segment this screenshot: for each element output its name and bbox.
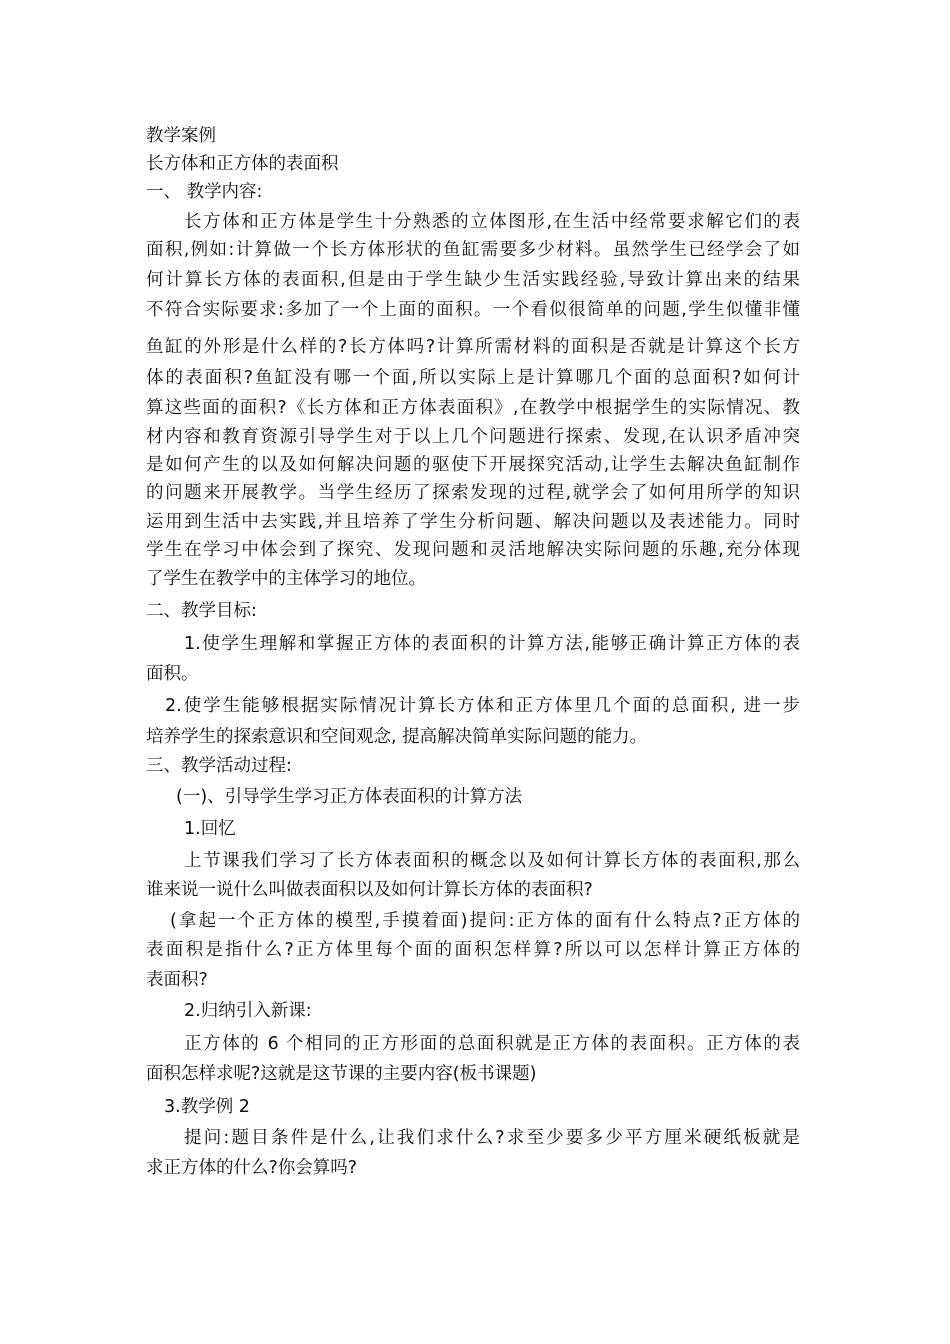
doc-title: 长方体和正方体的表面积 xyxy=(146,154,339,174)
paragraph-line: 学生在学习中体会到了探究、发现问题和灵活地解决实际问题的乐趣,充分体现 xyxy=(146,540,800,560)
doc-label: 教学案例 xyxy=(146,126,216,146)
step-2-heading: 2.归纳引入新课: xyxy=(184,1001,312,1021)
paragraph-line: 何计算长方体的表面积,但是由于学生缺少生活实践经验,导致计算出来的结果 xyxy=(146,270,800,290)
step-3-heading: 3.教学例 2 xyxy=(164,1097,250,1117)
step-1-line: 谁来说一说什么叫做表面积以及如何计算长方体的表面积? xyxy=(146,880,593,900)
step-3-line: 求正方体的什么?你会算吗? xyxy=(146,1158,358,1178)
step-1-heading: 1.回忆 xyxy=(184,819,236,839)
step-1-question-line: 表面积是指什么?正方体里每个面的面积怎样算?所以可以怎样计算正方体的 xyxy=(146,940,800,960)
goal-1-line: 面积。 xyxy=(146,664,199,684)
step-2-line: 面积怎样求呢?这就是这节课的主要内容(板书课题) xyxy=(146,1064,537,1084)
section-heading-content: 一、 教学内容: xyxy=(146,182,263,202)
step-3-line: 提问:题目条件是什么,让我们求什么?求至少要多少平方厘米硬纸板就是 xyxy=(184,1128,800,1148)
paragraph-line: 算这些面的面积?《长方体和正方体表面积》,在教学中根据学生的实际情况、教 xyxy=(146,398,800,418)
goal-2-line: 2.使学生能够根据实际情况计算长方体和正方体里几个面的总面积, 进一步 xyxy=(165,696,800,716)
paragraph-line: 不符合实际要求:多加了一个上面的面积。一个看似很简单的问题,学生似懂非懂 xyxy=(146,300,800,320)
paragraph-line: 体的表面积?鱼缸没有哪一个面,所以实际上是计算哪几个面的总面积?如何计 xyxy=(146,368,800,388)
paragraph-line: 材内容和教育资源引导学生对于以上几个问题进行探索、发现,在认识矛盾冲突 xyxy=(146,427,800,447)
step-1-question-line: (拿起一个正方体的模型,手摸着面)提问:正方体的面有什么特点?正方体的 xyxy=(170,911,800,931)
goal-1-line: 1.使学生理解和掌握正方体的表面积的计算方法,能够正确计算正方体的表 xyxy=(184,634,800,654)
paragraph-line: 是如何产生的以及如何解决问题的驱使下开展探究活动,让学生去解决鱼缸制作 xyxy=(146,455,800,475)
paragraph-line: 面积,例如:计算做一个长方体形状的鱼缸需要多少材料。虽然学生已经学会了如 xyxy=(146,240,800,260)
paragraph-line: 鱼缸的外形是什么样的?长方体吗?计算所需材料的面积是否就是计算这个长方 xyxy=(146,337,800,357)
section-heading-goals: 二、教学目标: xyxy=(146,601,257,621)
part-1-heading: (一)、引导学生学习正方体表面积的计算方法 xyxy=(176,787,523,807)
paragraph-line: 运用到生活中去实践,并且培养了学生分析问题、解决问题以及表述能力。同时 xyxy=(146,512,800,532)
paragraph-line: 长方体和正方体是学生十分熟悉的立体图形,在生活中经常要求解它们的表 xyxy=(184,212,800,232)
goal-2-line: 培养学生的探索意识和空间观念, 提高解决简单实际问题的能力。 xyxy=(146,727,648,747)
step-1-question-line: 表面积? xyxy=(146,970,208,990)
step-2-line: 正方体的 6 个相同的正方形面的总面积就是正方体的表面积。正方体的表 xyxy=(184,1034,800,1054)
paragraph-line: 的问题来开展教学。当学生经历了探索发现的过程,就学会了如何用所学的知识 xyxy=(146,483,800,503)
paragraph-line: 了学生在教学中的主体学习的地位。 xyxy=(146,569,426,589)
step-1-line: 上节课我们学习了长方体表面积的概念以及如何计算长方体的表面积,那么 xyxy=(184,851,800,871)
section-heading-process: 三、教学活动过程: xyxy=(146,756,292,776)
